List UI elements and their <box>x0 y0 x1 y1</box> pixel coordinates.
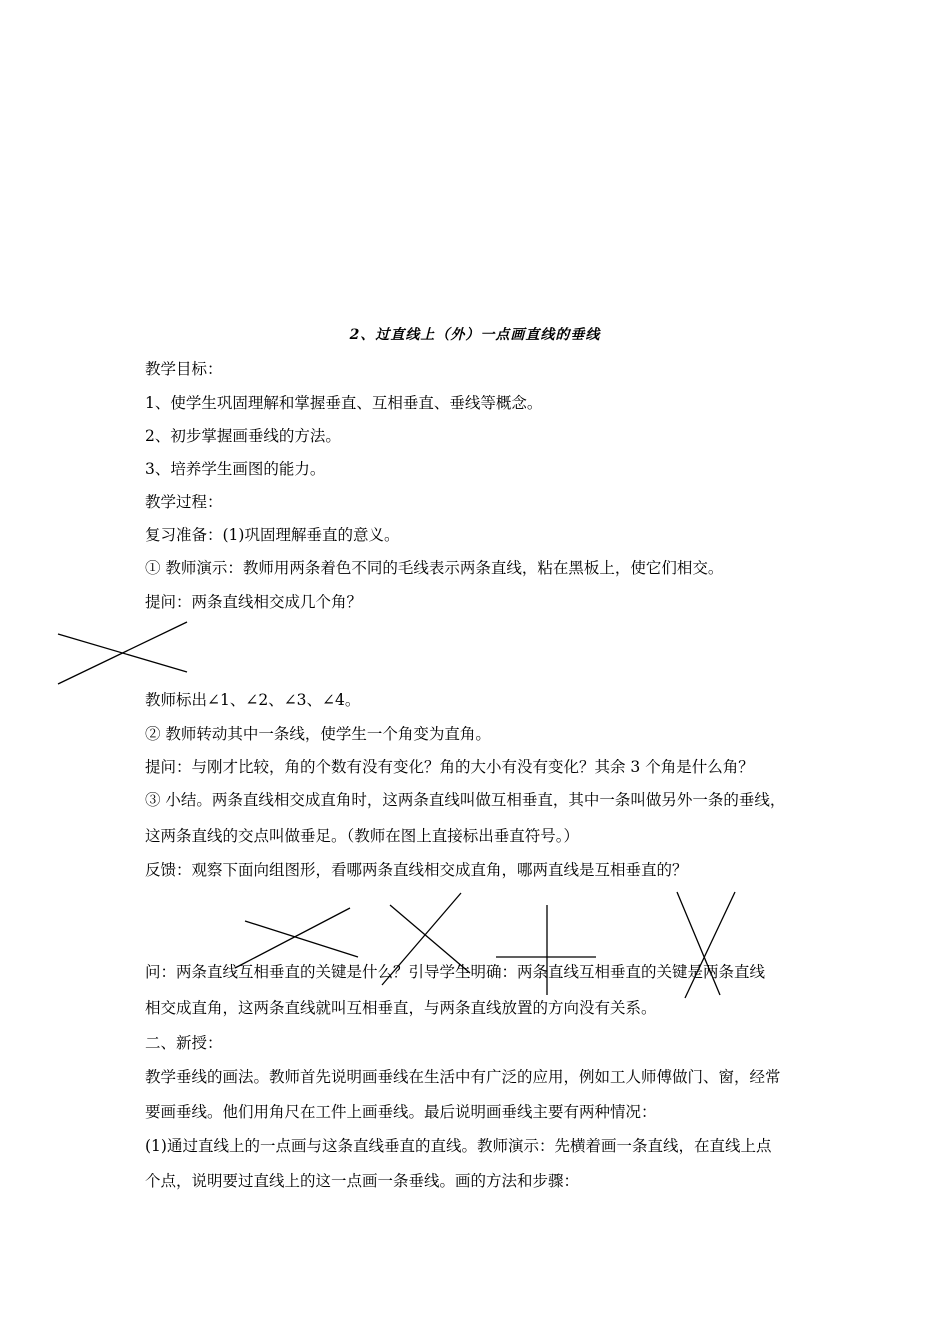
text-line: 反馈：观察下面向组图形，看哪两条直线相交成直角，哪两直线是互相垂直的？ <box>145 861 688 879</box>
text-line: ③ 小结。两条直线相交成直角时，这两条直线叫做互相垂直，其中一条叫做另外一条的垂线， <box>145 791 786 809</box>
text-line: 要画垂线。他们用角尺在工件上画垂线。最后说明画垂线主要有两种情况： <box>145 1103 657 1121</box>
figure-line <box>685 892 735 998</box>
figure-line <box>235 908 350 968</box>
text-line: 相交成直角，这两条直线就叫互相垂直，与两条直线放置的方向没有关系。 <box>145 999 657 1017</box>
text-line: 提问：两条直线相交成几个角？ <box>145 593 363 611</box>
text-line: 教学垂线的画法。教师首先说明画垂线在生活中有广泛的应用，例如工人师傅做门、窗，经常 <box>145 1068 781 1086</box>
text-line: 提问：与刚才比较，角的个数有没有变化？角的大小有没有变化？其余 3 个角是什么角？ <box>145 758 754 776</box>
text-line: 教学目标： <box>145 360 223 378</box>
text-line: 教学过程： <box>145 493 223 511</box>
text-line: (1)通过直线上的一点画与这条直线垂直的直线。教师演示：先横着画一条直线，在直线上点 <box>145 1137 772 1155</box>
text-line: 2、初步掌握画垂线的方法。 <box>145 427 341 445</box>
text-line: 二、新授： <box>145 1034 223 1052</box>
figure-line <box>245 921 358 957</box>
document-title: 2、过直线上（外）一点画直线的垂线 <box>349 327 601 343</box>
text-line: 1、使学生巩固理解和掌握垂直、互相垂直、垂线等概念。 <box>145 394 543 412</box>
text-line: 个点，说明要过直线上的这一点画一条垂线。画的方法和步骤： <box>145 1172 580 1190</box>
text-line: 复习准备：(1)巩固理解垂直的意义。 <box>145 526 400 544</box>
text-line: 这两条直线的交点叫做垂足。（教师在图上直接标出垂直符号。） <box>145 827 580 845</box>
text-line: ① 教师演示：教师用两条着色不同的毛线表示两条直线，粘在黑板上，使它们相交。 <box>145 559 724 577</box>
text-line: 问：两条直线互相垂直的关键是什么？引导学生明确：两条直线互相垂直的关键是两条直线 <box>145 963 766 981</box>
text-line: 教师标出∠1、∠2、∠3、∠4。 <box>145 691 361 709</box>
figure-line <box>58 622 187 684</box>
text-line: ② 教师转动其中一条线，使学生一个角变为直角。 <box>145 725 491 743</box>
text-line: 3、培养学生画图的能力。 <box>145 460 326 478</box>
